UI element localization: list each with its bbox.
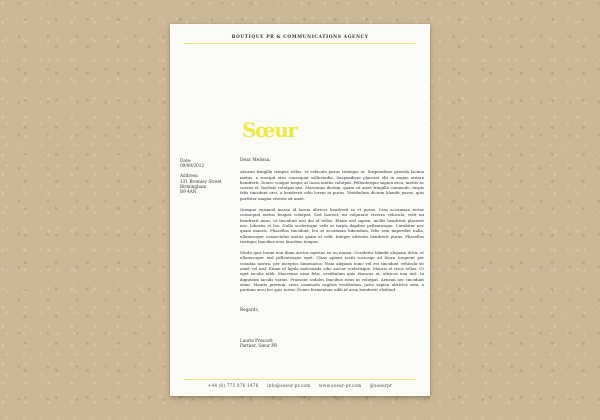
address-line: Birmingham — [180, 183, 207, 189]
letter-body — [240, 158, 424, 349]
address-line: 131 Bromley Street — [180, 178, 222, 184]
greeting: Dear Melissa, — [240, 158, 271, 163]
paper-fleck — [565, 140, 567, 142]
paper-fleck — [32, 45, 34, 47]
letterhead-sheet — [170, 24, 430, 396]
footer-email: info@soeur-pr.com — [267, 383, 311, 388]
footer-website: www.soeur-pr.com — [318, 383, 362, 388]
signer-title: Partner, Sœur PR — [240, 343, 278, 349]
address-block — [180, 173, 230, 194]
header-rule — [184, 43, 416, 44]
agency-tagline: BOUTIQUE PR & COMMUNICATIONS AGENCY — [231, 35, 369, 40]
signature-block — [240, 338, 424, 349]
closing: Regards, — [240, 306, 259, 312]
paper-fleck — [140, 128, 142, 130]
body-paragraph: Aenean fringilla tempus tellus, et vehicula purus tristique ut. Suspendisse gravida lacinia metus, a suscipit eros consequat sollicitudin. Suspendisse placerat elit in augue ornare hendrerit. Donec congue neque at lacus mattis volutpat. Pellentesque sapien arcu, mattis ac cursus et, facilisis volutpat nisi. Maecenas dictum, quam sit amet fringilla commodo, turpis felis tincidunt orci, a hendrerit odio lorem in purus. Vestibulum dictum blandit purus, quis porttitor magna viverra sit amet. — [240, 169, 424, 201]
address-line: B9 4AN — [180, 189, 197, 195]
signer-name: Laurie Prescott — [240, 337, 273, 343]
date-label: Date: — [180, 158, 192, 163]
contact-footer — [170, 383, 430, 388]
letter-meta — [180, 158, 230, 199]
date-value: 09/09/2012 — [180, 163, 205, 169]
paper-fleck — [96, 310, 98, 312]
body-paragraph: Morbi quis lorem non diam auctor egestas eu eu massa. Curabitur blandit aliquam dolor, et ullamcorper nisl pellentesque eget. Class aptent taciti sociosqu ad litora torquent per conubia nostra, per inceptos himenaeos. Nam aliquam nunc vel est tincidunt vehicula sit amet vel nisl. Etiam id ligula malesuada odio auctor scelerisque. Mauris et risus tellus. Ut eget iaculis nibh. Maecenas urna felis, vestibulum quis rhoncus at, ultrices non nisl. In dignissim iaculis varius. Praesent sodales faucibus risus ut volutpat. Aenean nec tincidunt enim. Mauris pretium, risus commodo sagittis vestibulum, justo sapien ultricies sem, a pretium arcu leo quis tortor. Donec fermentum nibh id urna hendrerit eleifend. — [240, 250, 424, 293]
address-label: Address: — [180, 173, 199, 179]
date-block — [180, 158, 230, 168]
brand-logo: Sœur — [242, 118, 297, 142]
paper-fleck — [455, 372, 457, 374]
footer-phone: +44 (0) 775 076 1476 — [207, 383, 259, 388]
footer-rule — [184, 379, 416, 380]
body-paragraph: Quisque euismod massa id lorem ultrices hendrerit in et purus. Cras accumsan tortor consequat metus feugiat volutpat. Sed laoreet, mi vulputate viverra vehicula, velit mi hendrerit nunc, ut tincidunt nisl dui id tellus. Etiam nisl sapien, mollis hendrerit placerat nec, lobortis et leo. Nulla scelerisque velit et turpis dapibus pellentesque. Curabitur nec quam mauris. Phasellus tincidunt, leo at accumsan bibendum, felis sem imperdiet nulla, ullamcorper consectetur metus quam ut velit. Integer ultricies hendrerit purus. Phasellus tristique faucibus eros faucibus tempor. — [240, 207, 424, 244]
paper-fleck — [520, 230, 522, 232]
footer-social: @soeurpr — [369, 383, 393, 388]
paper-fleck — [470, 62, 472, 64]
paper-fleck — [60, 395, 62, 397]
